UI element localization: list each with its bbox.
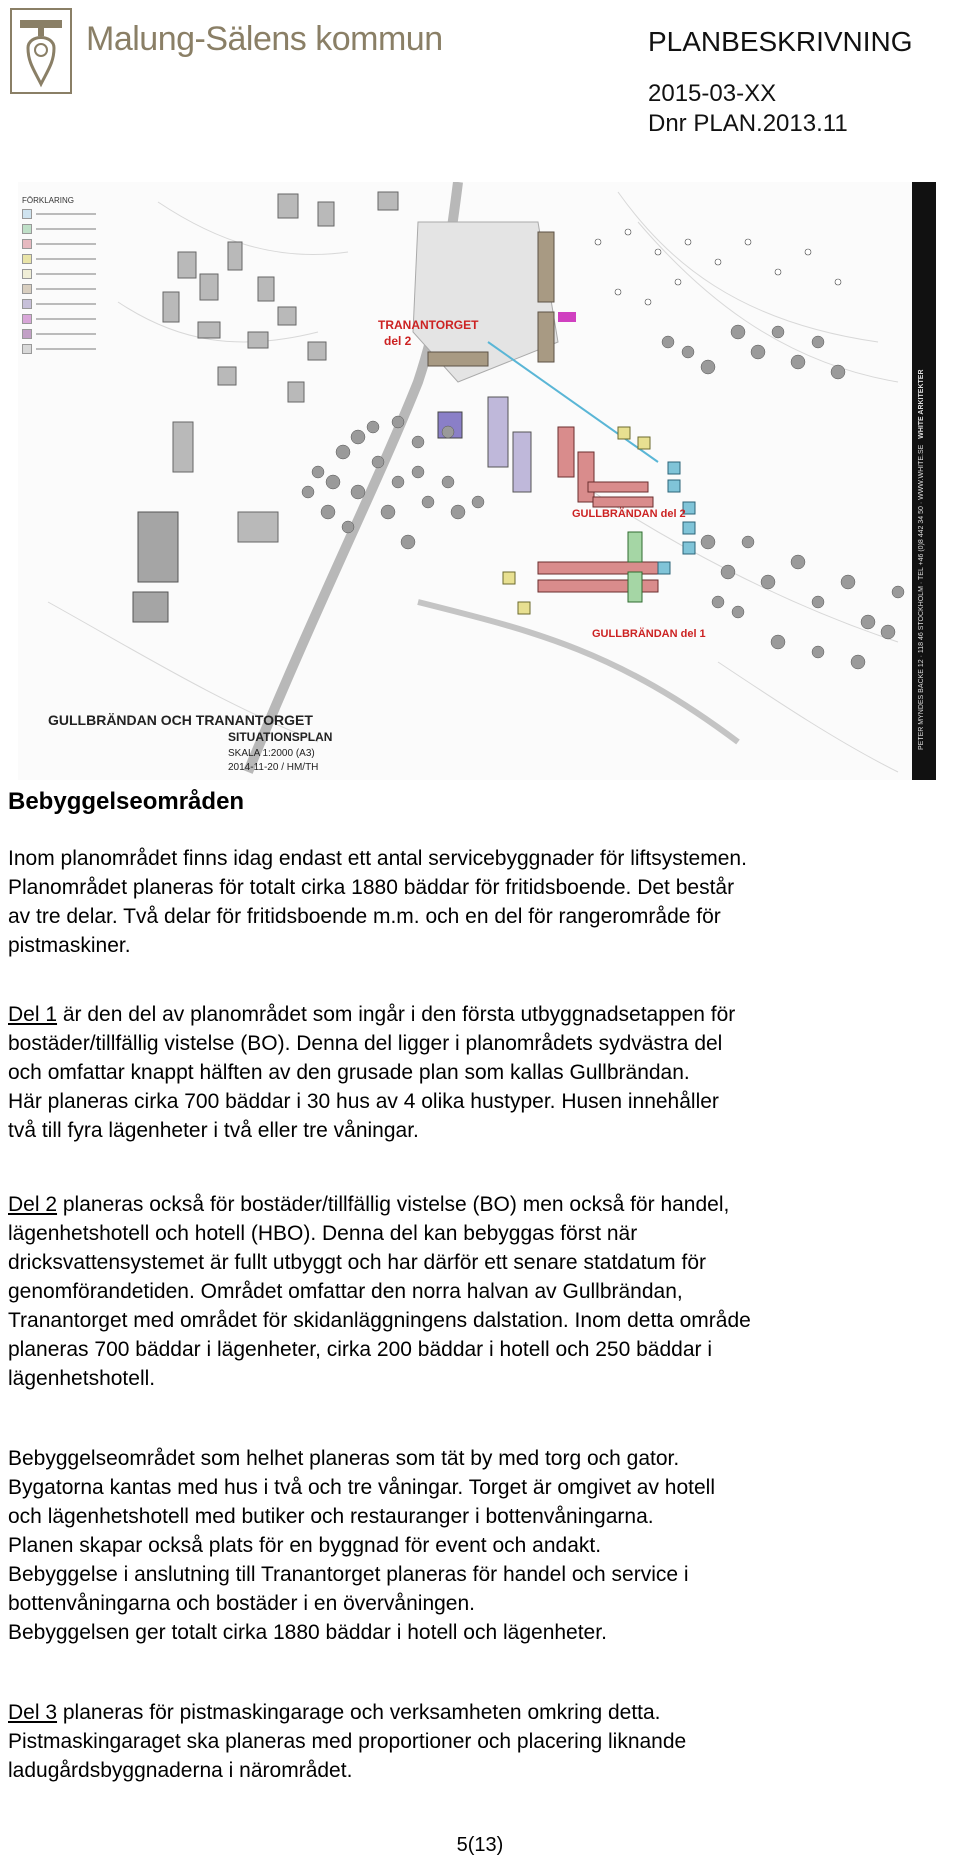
paragraph-intro: Inom planområdet finns idag endast ett antal servicebyggnader för liftsystemen. Planområdet planeras för totalt cirka 1880 bäddar för fritidsboende. Det består av tre delar. Två delar för fritidsboende m.m. och en del för rangerområde för pistmaskiner. bbox=[8, 847, 747, 957]
plan-caption-scale: SKALA 1:2000 (A3) bbox=[228, 748, 315, 759]
legend-entry-line bbox=[36, 333, 96, 335]
map-label-gullbrandan-del1: GULLBRÄNDAN del 1 bbox=[592, 628, 706, 640]
brand-name: Malung-Sälens kommun bbox=[86, 20, 443, 58]
legend-swatch bbox=[22, 344, 32, 354]
map-label-tranantorget: TRANANTORGET bbox=[378, 318, 479, 332]
architect-strip-text: PETER MYNDES BACKE 12 · 118 46 STOCKHOLM · TEL +46 (0)8 442 34 50 · WWW.WHITE.SE WHITE ARKITEKTER bbox=[918, 369, 925, 750]
plan-caption-title: GULLBRÄNDAN OCH TRANANTORGET bbox=[48, 712, 313, 728]
map-label-tranantorget-del: del 2 bbox=[384, 334, 412, 348]
section-heading: Bebyggelseområden bbox=[8, 788, 245, 815]
del-2-label: Del 2 bbox=[8, 1193, 58, 1216]
legend-entry-line bbox=[36, 213, 96, 215]
legend-row bbox=[22, 209, 122, 219]
legend-entry-line bbox=[36, 318, 96, 320]
plan-caption-subtitle: SITUATIONSPLAN bbox=[228, 730, 333, 744]
legend-swatch bbox=[22, 254, 32, 264]
del-1-label: Del 1 bbox=[8, 1003, 58, 1026]
legend-swatch bbox=[22, 284, 32, 294]
document-title: PLANBESKRIVNING bbox=[648, 26, 913, 57]
del-3-label: Del 3 bbox=[8, 1701, 58, 1724]
legend-entry-line bbox=[36, 273, 96, 275]
site-plan-image bbox=[18, 182, 936, 780]
legend-row bbox=[22, 329, 122, 339]
page-number: 5(13) bbox=[456, 1834, 504, 1856]
document-dnr: Dnr PLAN.2013.11 bbox=[648, 110, 848, 137]
legend-swatch bbox=[22, 269, 32, 279]
legend-row bbox=[22, 269, 122, 279]
legend-swatch bbox=[22, 224, 32, 234]
legend-entry-line bbox=[36, 258, 96, 260]
legend-row bbox=[22, 344, 122, 354]
legend-swatch bbox=[22, 314, 32, 324]
legend-title: FÖRKLARING bbox=[22, 196, 75, 205]
map-label-gullbrandan-del2: GULLBRÄNDAN del 2 bbox=[572, 508, 686, 520]
paragraph-del-1: Del 1 är den del av planområdet som ingår i den första utbyggnadsetappen för bostäder/tillfällig vistelse (BO). Denna del ligger i planområdets sydvästra del och omfattar knappt hälften av den grusade plan som kallas Gullbrändan. Här planeras cirka 700 bäddar i 30 hus av 4 olika hustyper. Husen innehåller två till fyra lägenheter i två eller tre våningar. bbox=[8, 1003, 736, 1142]
plan-caption-date: 2014-11-20 / HM/TH bbox=[228, 762, 319, 773]
legend-entry-line bbox=[36, 348, 96, 350]
legend-row bbox=[22, 254, 122, 264]
legend-entry-line bbox=[36, 288, 96, 290]
legend-swatch bbox=[22, 239, 32, 249]
legend-row bbox=[22, 239, 122, 249]
municipality-logo bbox=[10, 8, 72, 94]
document-date: 2015-03-XX bbox=[648, 80, 777, 107]
legend-entry-line bbox=[36, 243, 96, 245]
legend-entry-line bbox=[36, 303, 96, 305]
legend-swatch bbox=[22, 299, 32, 309]
legend-row bbox=[22, 314, 122, 324]
paragraph-del-3: Del 3 planeras för pistmaskingarage och verksamheten omkring detta. Pistmaskingaraget ska planeras med proportioner och placering liknande ladugårdsbyggnaderna i närområdet. bbox=[8, 1701, 687, 1782]
plan-legend bbox=[22, 196, 122, 359]
legend-row bbox=[22, 284, 122, 294]
legend-row bbox=[22, 299, 122, 309]
paragraph-del-2: Del 2 planeras också för bostäder/tillfällig vistelse (BO) men också för handel, lägenhetshotell och hotell (HBO). Denna del kan bebyggas först när dricksvattensystemet är fullt utbyggt och har därför ett senare statdatum för genomförandetiden. Området omfattar den norra halvan av Gullbrändan, Tranantorget med området för skidanläggningens dalstation. Inom detta område planeras 700 bäddar i lägenheter, cirka 200 bäddar i hotell och 250 bäddar i lägenhetshotell. bbox=[8, 1193, 751, 1390]
legend-entry-line bbox=[36, 228, 96, 230]
legend-row bbox=[22, 224, 122, 234]
paragraph-overview: Bebyggelseområdet som helhet planeras som tät by med torg och gator. Bygatorna kantas med hus i två och tre våningar. Torget är omgivet av hotell och lägenhetshotell med butiker och restauranger i bottenvåningarna. Planen skapar också plats för en byggnad för event och andakt. Bebyggelse i anslutning till Tranantorget planeras för handel och service i bottenvåningarna och bostäder i en övervåningen. Bebyggelsen ger totalt cirka 1880 bäddar i hotell och lägenheter. bbox=[8, 1447, 716, 1644]
legend-swatch bbox=[22, 209, 32, 219]
legend-swatch bbox=[22, 329, 32, 339]
page-header bbox=[0, 0, 960, 137]
